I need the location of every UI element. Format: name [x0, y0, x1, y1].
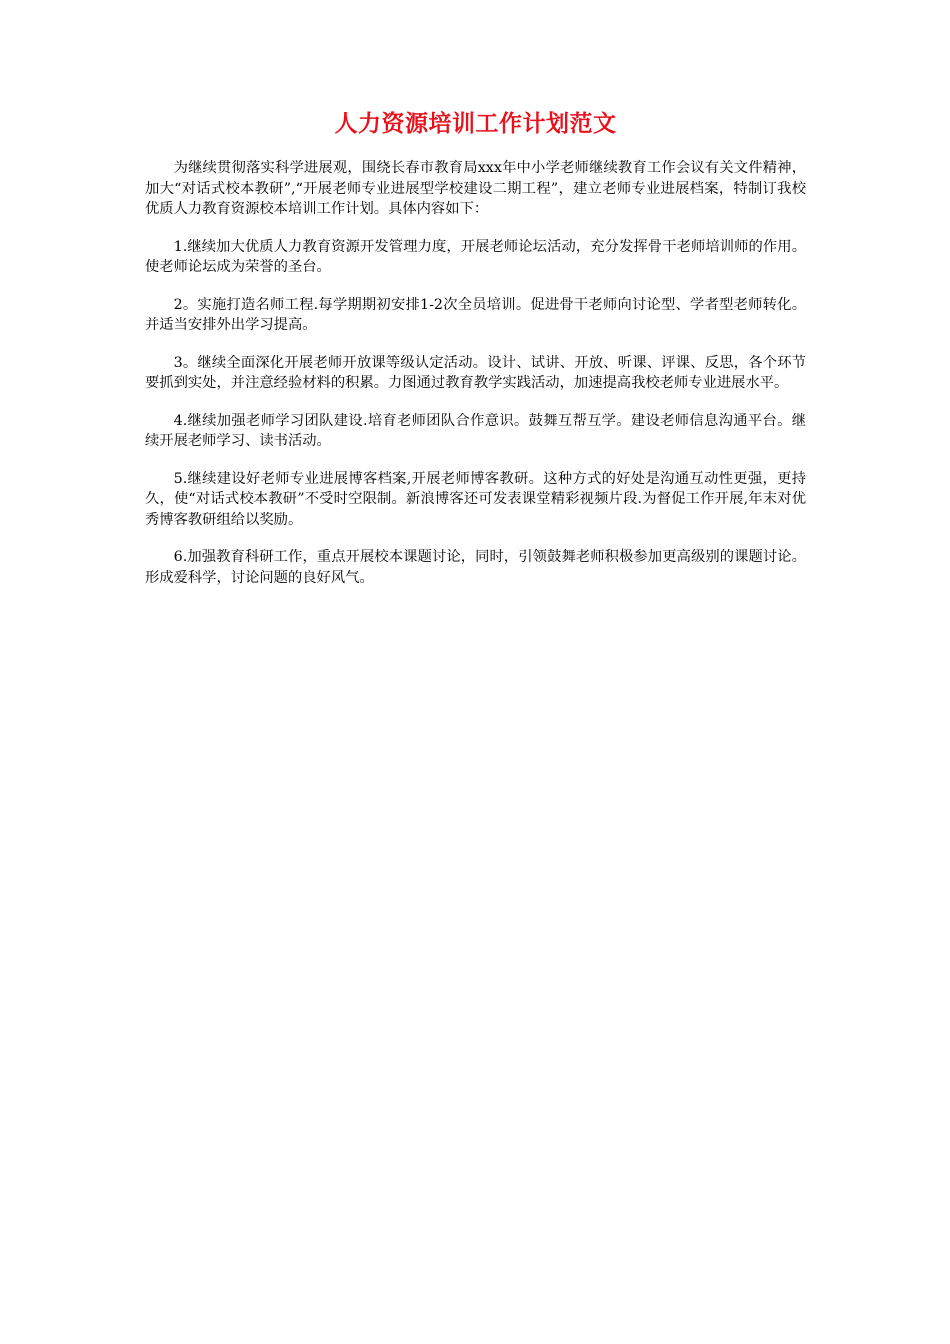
plan-item-6: 6.加强教育科研工作，重点开展校本课题讨论，同时，引领鼓舞老师积极参加更高级别的课题讨论。形成爱科学，讨论问题的良好风气。	[145, 549, 806, 586]
document-page	[145, 108, 806, 605]
document-title: 人力资源培训工作计划范文	[334, 110, 617, 137]
intro-paragraph: 为继续贯彻落实科学进展观，围绕长春市教育局xxx年中小学老师继续教育工作会议有关文件精神，加大“对话式校本教研”,“开展老师专业进展型学校建设二期工程”，建立老师专业进展档案，特制订我校优质人力教育资源校本培训工作计划。具体内容如下：	[145, 160, 806, 217]
plan-item-5: 5.继续建设好老师专业进展博客档案,开展老师博客教研。这种方式的好处是沟通互动性更强，更持久，使“对话式校本教研”不受时空限制。新浪博客还可发表课堂精彩视频片段.为督促工作开展,年末对优秀博客教研组给以奖励。	[145, 470, 806, 528]
plan-item-4: 4.继续加强老师学习团队建设.培育老师团队合作意识。鼓舞互帮互学。建设老师信息沟通平台。继续开展老师学习、读书活动。	[145, 412, 806, 449]
plan-item-1: 1.继续加大优质人力教育资源开发管理力度，开展老师论坛活动，充分发挥骨干老师培训师的作用。使老师论坛成为荣誉的圣台。	[145, 238, 806, 275]
plan-item-2: 2。实施打造名师工程.每学期期初安排1-2次全员培训。促进骨干老师向讨论型、学者型老师转化。并适当安排外出学习提高。	[145, 296, 806, 333]
plan-item-3: 3。继续全面深化开展老师开放课等级认定活动。设计、试讲、开放、听课、评课、反思，各个环节要抓到实处，并注意经验材料的积累。力图通过教育教学实践活动，加速提高我校老师专业进展水平。	[145, 354, 806, 391]
